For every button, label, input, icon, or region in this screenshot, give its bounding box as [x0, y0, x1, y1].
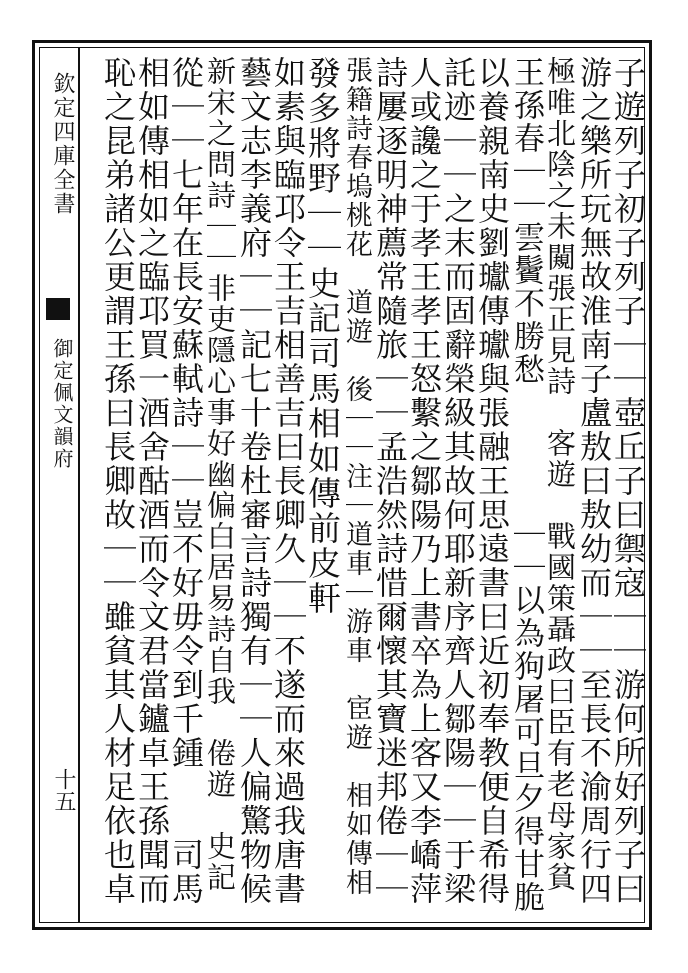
text-column: 從｜｜七年在長安蘇軾詩｜｜豈不好毋令到千鍾 司馬: [167, 56, 205, 906]
text-column: 張籍詩春塢桃花 道遊 後｜｜注｜道車｜游車 宦遊 相如傳相: [341, 56, 372, 897]
text-column: 子遊列子初子列子｜｜壺丘子曰禦寇｜｜游何所好列子曰: [609, 56, 647, 906]
text-column: 相如傳相如之臨邛買一酒舍酤酒而令文君當鑪卓王孫聞而: [133, 56, 171, 906]
text-column: 以養親南史劉瓛傳瓛與張融王思遠書曰近初奉教便自希得: [473, 56, 511, 906]
book-subtitle: 御定佩文韻府: [50, 338, 74, 470]
page-number: 十五: [51, 768, 76, 812]
book-title: 欽定四庫全書: [50, 72, 75, 216]
page-frame: [32, 40, 652, 930]
text-column: 極唯北陰之未闚張正見詩 客遊 戰國策聶政曰臣有老母家貧: [543, 56, 577, 893]
text-column: 詩屢逐明神薦常隨旅｜｜孟浩然詩惜爾懷其寶迷邦倦｜｜: [371, 56, 409, 906]
text-column: 藝文志李義府｜｜記七十卷杜審言詩獨有｜｜人偏驚物候: [235, 56, 273, 906]
text-column: 王孫春｜｜雲鬢不勝愁 ｜｜以為狗屠可旦夕得甘脆: [508, 56, 544, 914]
page-inner-border: [39, 47, 645, 923]
text-column: 人或讒之于孝王孝王怒繫之鄒陽乃上書卒為上客又李嶠萍: [405, 56, 443, 906]
text-column: 託迹｜｜之末而固辭榮級其故何耶新序齊人鄒陽｜｜于梁: [439, 56, 477, 906]
fishtail-mark: [46, 298, 70, 320]
text-column: 新宋之問詩｜｜非吏隱心事好幽偏白居易詩自我 倦遊 史記: [203, 56, 237, 893]
margin-column: [40, 48, 80, 922]
text-column: 發多將野｜｜史記司馬相如傳前皮軒: [303, 56, 342, 616]
text-column: 如素與臨邛令王吉相善吉曰長卿久｜｜不遂而來過我唐書: [269, 56, 307, 906]
text-column: 游之樂所玩無故淮南子盧敖曰敖幼而｜｜至長不渝周行四: [575, 56, 613, 906]
text-column: 恥之昆弟諸公更謂王孫曰長卿故｜｜雖貧其人材足依也卓: [99, 56, 137, 906]
